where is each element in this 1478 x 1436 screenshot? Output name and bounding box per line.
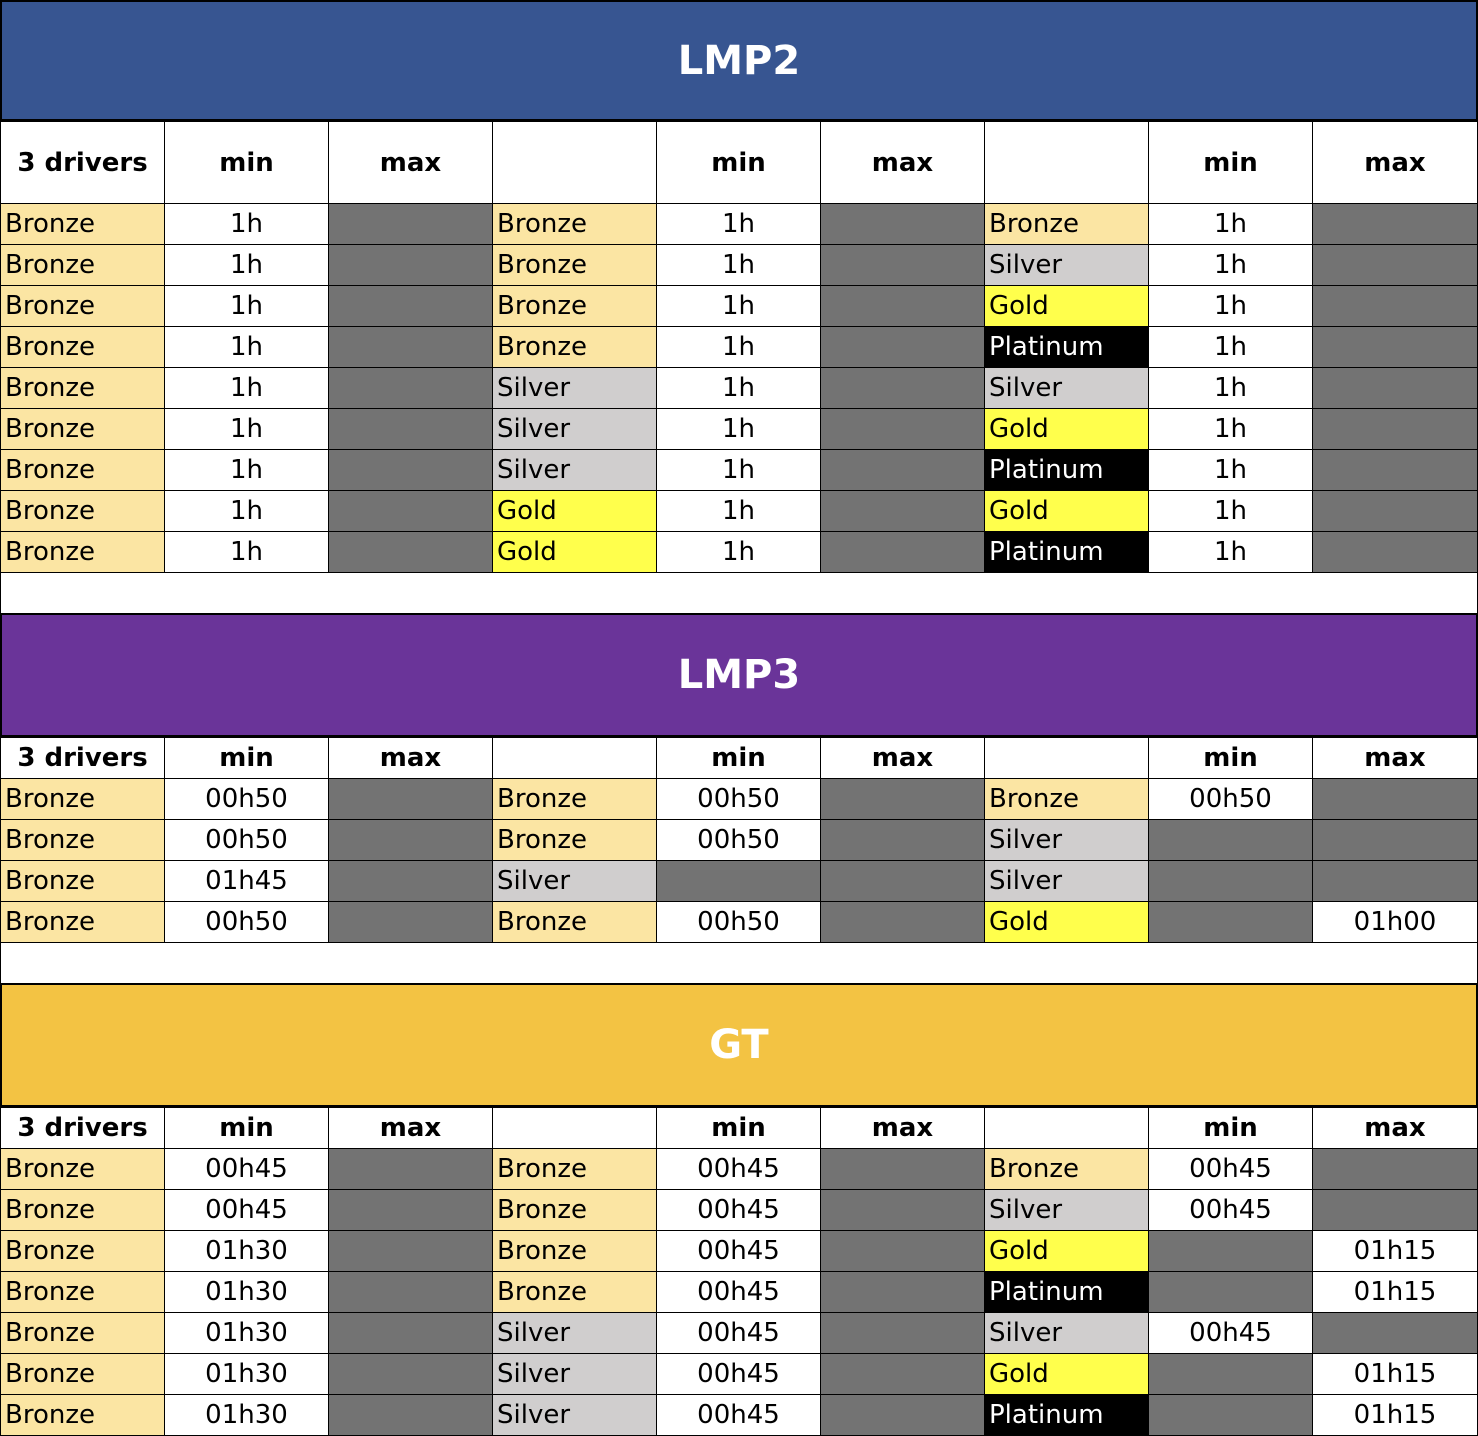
driver-level-cell[interactable]: Bronze bbox=[984, 778, 1149, 820]
empty-cell[interactable] bbox=[1312, 860, 1478, 902]
section-title-gt: GT bbox=[0, 983, 1478, 1107]
empty-cell[interactable] bbox=[328, 203, 493, 245]
column-header bbox=[492, 121, 657, 204]
driver-level-cell[interactable]: Platinum bbox=[984, 1394, 1149, 1436]
min-time-cell[interactable]: 00h45 bbox=[164, 1189, 329, 1231]
column-header: min bbox=[164, 121, 329, 204]
column-header: max bbox=[328, 737, 493, 779]
empty-cell[interactable] bbox=[1148, 1230, 1313, 1272]
min-time-cell[interactable]: 1h bbox=[656, 203, 821, 245]
driver-level-cell[interactable]: Bronze bbox=[0, 1394, 165, 1436]
driver-level-cell[interactable]: Silver bbox=[492, 1312, 657, 1354]
empty-cell[interactable] bbox=[1312, 408, 1478, 450]
min-time-cell[interactable]: 1h bbox=[656, 326, 821, 368]
min-time-cell[interactable]: 1h bbox=[1148, 326, 1313, 368]
driver-level-cell[interactable]: Bronze bbox=[0, 449, 165, 491]
empty-cell[interactable] bbox=[1312, 1312, 1478, 1354]
empty-cell[interactable] bbox=[328, 367, 493, 409]
min-time-cell[interactable]: 1h bbox=[164, 203, 329, 245]
empty-cell[interactable] bbox=[328, 1189, 493, 1231]
driver-level-cell[interactable]: Gold bbox=[984, 1230, 1149, 1272]
min-time-cell[interactable]: 1h bbox=[164, 326, 329, 368]
empty-cell[interactable] bbox=[328, 901, 493, 943]
column-header: 3 drivers bbox=[0, 121, 165, 204]
min-time-cell[interactable]: 01h30 bbox=[164, 1312, 329, 1354]
driver-level-cell[interactable]: Bronze bbox=[492, 819, 657, 861]
min-time-cell[interactable]: 1h bbox=[1148, 408, 1313, 450]
driver-level-cell[interactable]: Bronze bbox=[0, 901, 165, 943]
min-time-cell[interactable]: 1h bbox=[656, 408, 821, 450]
column-header: max bbox=[1312, 121, 1478, 204]
empty-cell[interactable] bbox=[820, 901, 985, 943]
column-header bbox=[492, 1107, 657, 1149]
min-time-cell[interactable]: 1h bbox=[656, 490, 821, 532]
min-time-cell[interactable]: 1h bbox=[1148, 531, 1313, 573]
min-time-cell[interactable]: 00h45 bbox=[1148, 1312, 1313, 1354]
empty-cell[interactable] bbox=[820, 1148, 985, 1190]
min-time-cell[interactable]: 00h50 bbox=[656, 819, 821, 861]
driver-level-cell[interactable]: Bronze bbox=[0, 860, 165, 902]
empty-cell[interactable] bbox=[1148, 1394, 1313, 1436]
column-header: min bbox=[164, 737, 329, 779]
driver-level-cell[interactable]: Bronze bbox=[984, 203, 1149, 245]
driver-level-cell[interactable]: Bronze bbox=[492, 1271, 657, 1313]
column-header: min bbox=[1148, 121, 1313, 204]
empty-cell[interactable] bbox=[328, 1312, 493, 1354]
column-header: min bbox=[656, 737, 821, 779]
empty-cell[interactable] bbox=[328, 531, 493, 573]
min-time-cell[interactable]: 00h45 bbox=[1148, 1148, 1313, 1190]
driver-level-cell[interactable]: Gold bbox=[492, 531, 657, 573]
driver-level-cell[interactable]: Gold bbox=[492, 490, 657, 532]
column-header: min bbox=[164, 1107, 329, 1149]
empty-cell[interactable] bbox=[328, 1394, 493, 1436]
empty-cell[interactable] bbox=[820, 326, 985, 368]
spacer-row bbox=[0, 942, 1478, 984]
min-time-cell[interactable]: 00h45 bbox=[656, 1148, 821, 1190]
empty-cell[interactable] bbox=[1148, 860, 1313, 902]
min-time-cell[interactable]: 1h bbox=[164, 408, 329, 450]
empty-cell[interactable] bbox=[820, 449, 985, 491]
min-time-cell[interactable]: 00h50 bbox=[164, 819, 329, 861]
driver-level-cell[interactable]: Silver bbox=[984, 367, 1149, 409]
min-time-cell[interactable]: 1h bbox=[1148, 367, 1313, 409]
empty-cell[interactable] bbox=[820, 1394, 985, 1436]
min-time-cell[interactable]: 1h bbox=[1148, 244, 1313, 286]
min-time-cell[interactable]: 01h30 bbox=[164, 1271, 329, 1313]
column-header: 3 drivers bbox=[0, 737, 165, 779]
driver-level-cell[interactable]: Bronze bbox=[492, 1230, 657, 1272]
empty-cell[interactable] bbox=[1148, 819, 1313, 861]
min-time-cell[interactable]: 00h50 bbox=[1148, 778, 1313, 820]
empty-cell[interactable] bbox=[1312, 778, 1478, 820]
min-time-cell[interactable]: 00h45 bbox=[656, 1353, 821, 1395]
empty-cell[interactable] bbox=[820, 778, 985, 820]
column-header bbox=[984, 121, 1149, 204]
column-header: max bbox=[328, 121, 493, 204]
driver-level-cell[interactable]: Platinum bbox=[984, 449, 1149, 491]
driver-level-cell[interactable]: Bronze bbox=[984, 1148, 1149, 1190]
section-title-lmp3: LMP3 bbox=[0, 613, 1478, 737]
min-time-cell[interactable]: 00h45 bbox=[1148, 1189, 1313, 1231]
driver-level-cell[interactable]: Bronze bbox=[0, 1148, 165, 1190]
empty-cell[interactable] bbox=[328, 819, 493, 861]
driver-level-cell[interactable]: Silver bbox=[984, 1189, 1149, 1231]
min-time-cell[interactable]: 01h30 bbox=[164, 1353, 329, 1395]
min-time-cell[interactable]: 1h bbox=[164, 285, 329, 327]
min-time-cell[interactable]: 1h bbox=[656, 285, 821, 327]
max-time-cell[interactable]: 01h15 bbox=[1312, 1394, 1478, 1436]
driver-level-cell[interactable]: Gold bbox=[984, 1353, 1149, 1395]
empty-cell[interactable] bbox=[820, 819, 985, 861]
min-time-cell[interactable]: 1h bbox=[164, 531, 329, 573]
min-time-cell[interactable]: 1h bbox=[164, 449, 329, 491]
driver-level-cell[interactable]: Platinum bbox=[984, 326, 1149, 368]
empty-cell[interactable] bbox=[1312, 326, 1478, 368]
max-time-cell[interactable]: 01h15 bbox=[1312, 1271, 1478, 1313]
empty-cell[interactable] bbox=[328, 1148, 493, 1190]
driver-level-cell[interactable]: Silver bbox=[984, 244, 1149, 286]
empty-cell[interactable] bbox=[820, 1353, 985, 1395]
driver-level-cell[interactable]: Bronze bbox=[0, 367, 165, 409]
empty-cell[interactable] bbox=[820, 490, 985, 532]
empty-cell[interactable] bbox=[820, 1271, 985, 1313]
min-time-cell[interactable]: 00h45 bbox=[656, 1394, 821, 1436]
empty-cell[interactable] bbox=[820, 203, 985, 245]
empty-cell[interactable] bbox=[1312, 203, 1478, 245]
empty-cell[interactable] bbox=[1312, 819, 1478, 861]
min-time-cell[interactable]: 1h bbox=[164, 244, 329, 286]
min-time-cell[interactable]: 1h bbox=[656, 244, 821, 286]
empty-cell[interactable] bbox=[1312, 449, 1478, 491]
empty-cell[interactable] bbox=[328, 449, 493, 491]
empty-cell[interactable] bbox=[328, 490, 493, 532]
driver-level-cell[interactable]: Bronze bbox=[0, 203, 165, 245]
driver-level-cell[interactable]: Bronze bbox=[492, 1148, 657, 1190]
driver-level-cell[interactable]: Platinum bbox=[984, 531, 1149, 573]
driver-level-cell[interactable]: Silver bbox=[492, 1394, 657, 1436]
min-time-cell[interactable]: 1h bbox=[656, 531, 821, 573]
spacer-row bbox=[0, 572, 1478, 614]
empty-cell[interactable] bbox=[656, 860, 821, 902]
empty-cell[interactable] bbox=[820, 367, 985, 409]
driver-level-cell[interactable]: Silver bbox=[492, 408, 657, 450]
min-time-cell[interactable]: 01h30 bbox=[164, 1394, 329, 1436]
empty-cell[interactable] bbox=[1148, 901, 1313, 943]
min-time-cell[interactable]: 01h30 bbox=[164, 1230, 329, 1272]
driver-level-cell[interactable]: Bronze bbox=[0, 1271, 165, 1313]
driver-level-cell[interactable]: Bronze bbox=[0, 819, 165, 861]
min-time-cell[interactable]: 00h45 bbox=[656, 1271, 821, 1313]
min-time-cell[interactable]: 1h bbox=[164, 367, 329, 409]
driver-level-cell[interactable]: Bronze bbox=[492, 326, 657, 368]
empty-cell[interactable] bbox=[328, 1230, 493, 1272]
min-time-cell[interactable]: 00h50 bbox=[656, 901, 821, 943]
driver-level-cell[interactable]: Bronze bbox=[0, 1189, 165, 1231]
min-time-cell[interactable]: 1h bbox=[1148, 285, 1313, 327]
empty-cell[interactable] bbox=[1312, 244, 1478, 286]
empty-cell[interactable] bbox=[328, 778, 493, 820]
column-header: min bbox=[1148, 737, 1313, 779]
column-header: max bbox=[1312, 737, 1478, 779]
driver-level-cell[interactable]: Silver bbox=[492, 367, 657, 409]
empty-cell[interactable] bbox=[328, 1271, 493, 1313]
empty-cell[interactable] bbox=[328, 244, 493, 286]
column-header: max bbox=[328, 1107, 493, 1149]
column-header: max bbox=[820, 1107, 985, 1149]
empty-cell[interactable] bbox=[1312, 531, 1478, 573]
empty-cell[interactable] bbox=[820, 1230, 985, 1272]
empty-cell[interactable] bbox=[820, 531, 985, 573]
driver-level-cell[interactable]: Bronze bbox=[0, 244, 165, 286]
min-time-cell[interactable]: 00h45 bbox=[656, 1312, 821, 1354]
column-header: min bbox=[656, 1107, 821, 1149]
driver-level-cell[interactable]: Bronze bbox=[492, 778, 657, 820]
min-time-cell[interactable]: 00h45 bbox=[656, 1230, 821, 1272]
driver-level-cell[interactable]: Bronze bbox=[0, 1312, 165, 1354]
driver-level-cell[interactable]: Silver bbox=[492, 860, 657, 902]
min-time-cell[interactable]: 00h45 bbox=[164, 1148, 329, 1190]
min-time-cell[interactable]: 00h50 bbox=[164, 778, 329, 820]
driver-level-cell[interactable]: Bronze bbox=[0, 778, 165, 820]
min-time-cell[interactable]: 00h45 bbox=[656, 1189, 821, 1231]
column-header bbox=[492, 737, 657, 779]
empty-cell[interactable] bbox=[820, 860, 985, 902]
column-header bbox=[984, 737, 1149, 779]
driver-level-cell[interactable]: Silver bbox=[492, 1353, 657, 1395]
driver-level-cell[interactable]: Bronze bbox=[0, 490, 165, 532]
column-header: max bbox=[820, 737, 985, 779]
driver-level-cell[interactable]: Silver bbox=[984, 860, 1149, 902]
min-time-cell[interactable]: 1h bbox=[164, 490, 329, 532]
empty-cell[interactable] bbox=[328, 326, 493, 368]
driver-level-cell[interactable]: Bronze bbox=[0, 408, 165, 450]
min-time-cell[interactable]: 1h bbox=[656, 449, 821, 491]
min-time-cell[interactable]: 00h50 bbox=[164, 901, 329, 943]
empty-cell[interactable] bbox=[328, 1353, 493, 1395]
column-header: min bbox=[1148, 1107, 1313, 1149]
empty-cell[interactable] bbox=[1148, 1353, 1313, 1395]
driver-level-cell[interactable]: Bronze bbox=[492, 901, 657, 943]
driver-level-cell[interactable]: Bronze bbox=[0, 531, 165, 573]
empty-cell[interactable] bbox=[328, 408, 493, 450]
empty-cell[interactable] bbox=[1312, 1148, 1478, 1190]
driver-level-cell[interactable]: Bronze bbox=[0, 1353, 165, 1395]
driver-level-cell[interactable]: Bronze bbox=[0, 1230, 165, 1272]
empty-cell[interactable] bbox=[1312, 1189, 1478, 1231]
driver-level-cell[interactable]: Bronze bbox=[0, 326, 165, 368]
min-time-cell[interactable]: 01h45 bbox=[164, 860, 329, 902]
column-header: min bbox=[656, 121, 821, 204]
column-header: max bbox=[820, 121, 985, 204]
empty-cell[interactable] bbox=[820, 1312, 985, 1354]
driver-level-cell[interactable]: Gold bbox=[984, 490, 1149, 532]
driver-level-cell[interactable]: Silver bbox=[492, 449, 657, 491]
empty-cell[interactable] bbox=[820, 408, 985, 450]
empty-cell[interactable] bbox=[328, 860, 493, 902]
empty-cell[interactable] bbox=[1312, 367, 1478, 409]
driver-level-cell[interactable]: Platinum bbox=[984, 1271, 1149, 1313]
driver-level-cell[interactable]: Silver bbox=[984, 1312, 1149, 1354]
empty-cell[interactable] bbox=[820, 244, 985, 286]
driver-level-cell[interactable]: Bronze bbox=[492, 1189, 657, 1231]
driver-level-cell[interactable]: Bronze bbox=[492, 285, 657, 327]
section-title-lmp2: LMP2 bbox=[0, 0, 1478, 121]
driver-level-cell[interactable]: Bronze bbox=[492, 244, 657, 286]
driver-level-cell[interactable]: Bronze bbox=[0, 285, 165, 327]
empty-cell[interactable] bbox=[1148, 1271, 1313, 1313]
min-time-cell[interactable]: 1h bbox=[656, 367, 821, 409]
column-header: 3 drivers bbox=[0, 1107, 165, 1149]
empty-cell[interactable] bbox=[328, 285, 493, 327]
driver-level-cell[interactable]: Bronze bbox=[492, 203, 657, 245]
empty-cell[interactable] bbox=[820, 285, 985, 327]
driver-level-cell[interactable]: Gold bbox=[984, 285, 1149, 327]
max-time-cell[interactable]: 01h00 bbox=[1312, 901, 1478, 943]
driver-level-cell[interactable]: Silver bbox=[984, 819, 1149, 861]
column-header: max bbox=[1312, 1107, 1478, 1149]
min-time-cell[interactable]: 1h bbox=[1148, 490, 1313, 532]
max-time-cell[interactable]: 01h15 bbox=[1312, 1230, 1478, 1272]
driver-level-cell[interactable]: Gold bbox=[984, 408, 1149, 450]
column-header bbox=[984, 1107, 1149, 1149]
driver-level-cell[interactable]: Gold bbox=[984, 901, 1149, 943]
min-time-cell[interactable]: 1h bbox=[1148, 449, 1313, 491]
min-time-cell[interactable]: 1h bbox=[1148, 203, 1313, 245]
max-time-cell[interactable]: 01h15 bbox=[1312, 1353, 1478, 1395]
empty-cell[interactable] bbox=[1312, 490, 1478, 532]
empty-cell[interactable] bbox=[1312, 285, 1478, 327]
empty-cell[interactable] bbox=[820, 1189, 985, 1231]
min-time-cell[interactable]: 00h50 bbox=[656, 778, 821, 820]
